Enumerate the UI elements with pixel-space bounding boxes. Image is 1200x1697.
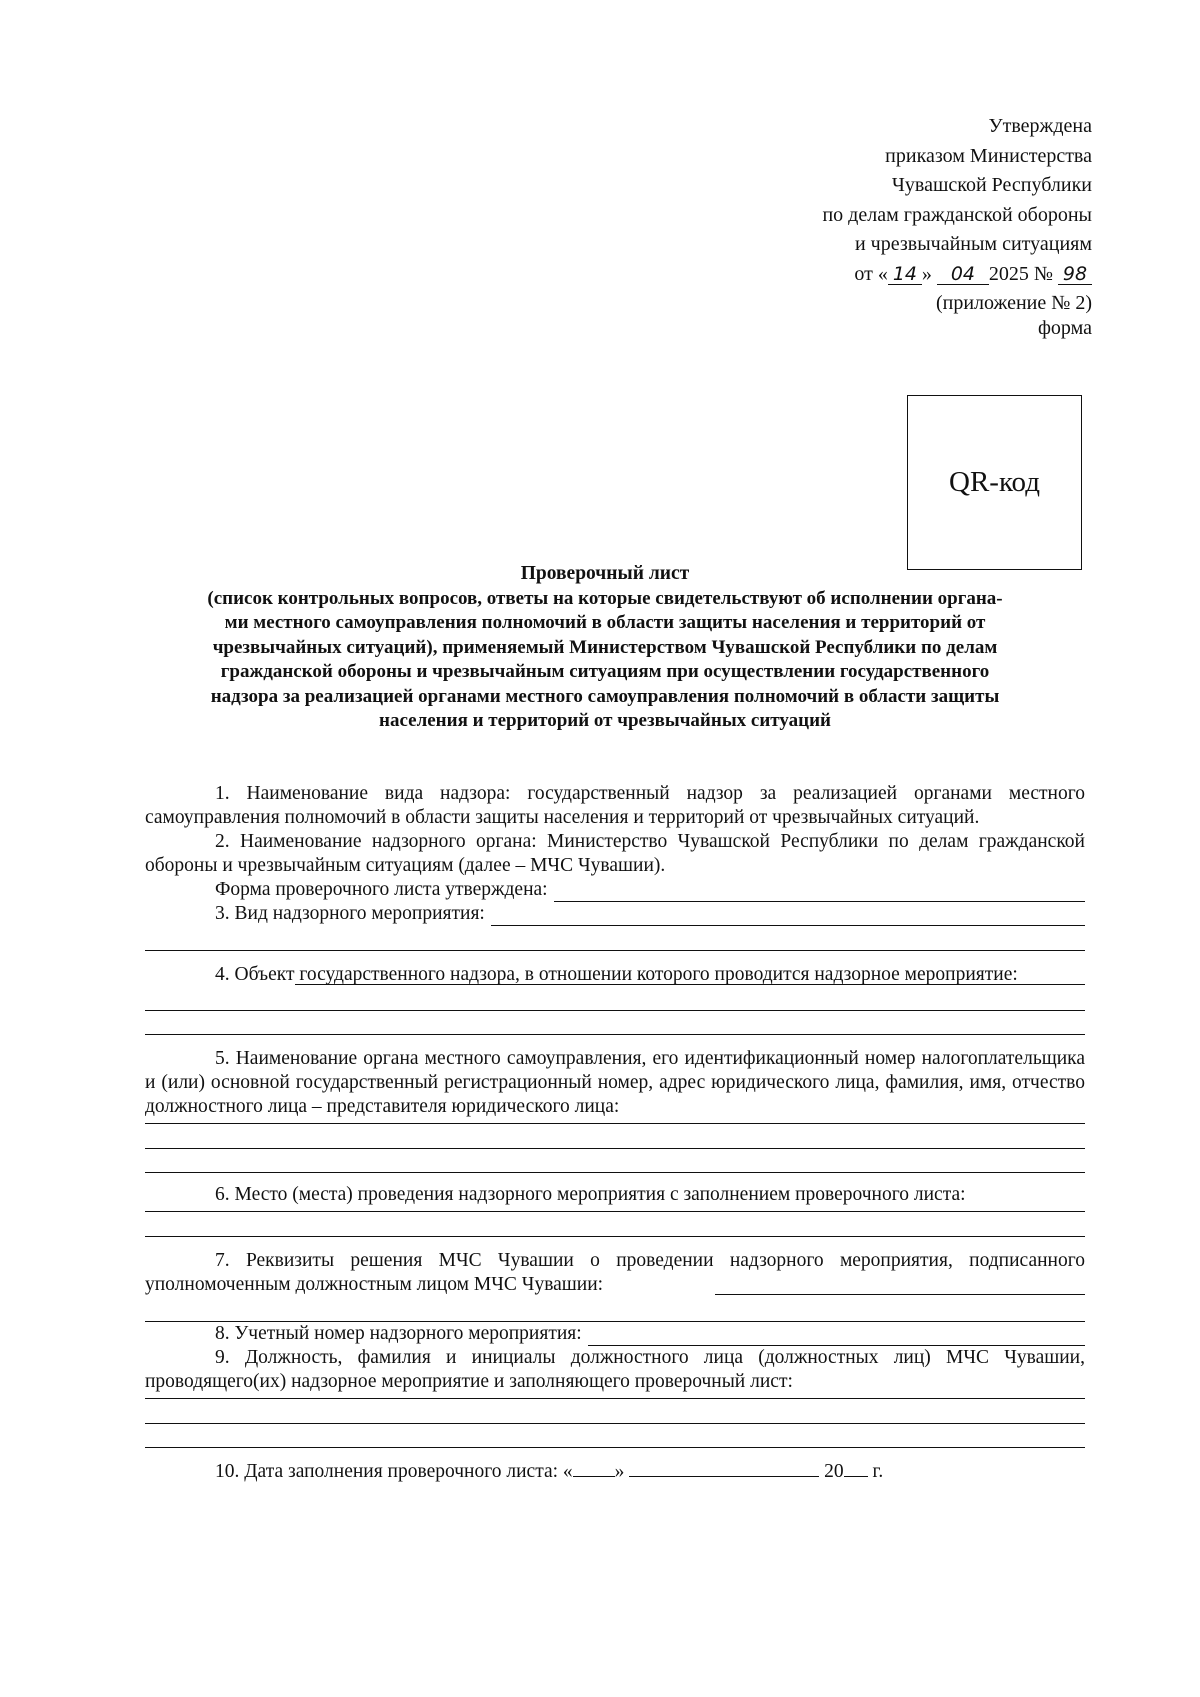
handwritten-month: 04	[937, 264, 989, 285]
approval-line: Утверждена	[988, 115, 1092, 137]
fill-year-field[interactable]	[844, 1458, 868, 1477]
item-7-field[interactable]	[715, 1294, 1085, 1295]
appendix-label: (приложение № 2)	[935, 292, 1092, 314]
item-4-field[interactable]	[295, 984, 1085, 985]
item-8-row	[145, 1322, 1085, 1346]
approval-line: и чрезвычайным ситуациям	[854, 233, 1092, 255]
title-line: (список контрольных вопросов, ответы на которые свидетельствуют об исполнении органа-	[207, 587, 1003, 609]
title-line: надзора за реализацией органами местного самоуправления полномочий в области защиты	[210, 685, 1000, 707]
title-line: ми местного самоуправления полномочий в области защиты населения и территорий от	[224, 612, 986, 633]
date-prefix: от «	[854, 262, 888, 285]
item-10-label: 10. Дата заполнения проверочного листа: «	[215, 1461, 573, 1482]
item-3-row	[145, 902, 1085, 926]
form-approved-label: Форма проверочного листа утверждена:	[215, 879, 548, 900]
document-body	[145, 782, 1085, 1484]
title-line: чрезвычайных ситуаций), применяемый Министерством Чувашской Республики по делам	[212, 636, 998, 658]
item-5-label: 5. Наименование органа местного самоуправления, его идентификационный номер налогоплательщика и (или) основной государственный регистрационный номер, адрес юридического лица, фамилия, имя, отчество должностного лица – представителя юридического лица:	[145, 1048, 1085, 1117]
qr-label: QR-код	[949, 466, 1040, 498]
document-title	[135, 562, 1075, 734]
handwritten-day: 14	[888, 264, 922, 285]
item-4-label: 4. Объект государственного надзора, в отношении которого проводится надзорное мероприятие:	[215, 964, 1018, 985]
title-main: Проверочный лист	[520, 563, 690, 584]
form-approved-row	[145, 878, 1085, 902]
item-8-label: 8. Учетный номер надзорного мероприятия:	[215, 1323, 582, 1344]
item-4-blank-line[interactable]	[145, 1011, 1085, 1035]
item-9-label: 9. Должность, фамилия и инициалы должностного лица (должностных лиц) МЧС Чувашии, проводящего(их) надзорное мероприятие и заполняющего проверочный лист:	[145, 1347, 1085, 1392]
fill-month-field[interactable]	[629, 1458, 819, 1477]
item-1: 1. Наименование вида надзора: государственный надзор за реализацией органами местного самоуправления полномочий в области защиты населения и территорий от чрезвычайных ситуаций.	[145, 783, 1085, 828]
title-line: гражданской обороны и чрезвычайным ситуациям при осуществлении государственного	[220, 661, 990, 682]
item-5-blank-line[interactable]	[145, 1124, 1085, 1149]
item-7-row	[145, 1249, 1085, 1297]
title-line: населения и территорий от чрезвычайных ситуаций	[379, 710, 831, 731]
item-10-suffix: г.	[872, 1461, 884, 1482]
item-10-year: 20	[824, 1461, 844, 1482]
qr-code-placeholder	[907, 395, 1082, 570]
forma-label: форма	[1037, 317, 1092, 339]
item-3-field[interactable]	[491, 907, 1085, 926]
item-8-field[interactable]	[588, 1327, 1085, 1346]
date-year: 2025 №	[988, 262, 1053, 285]
item-2: 2. Наименование надзорного органа: Министерство Чувашской Республики по делам гражданской обороны и чрезвычайным ситуациям (далее – МЧС Чувашии).	[145, 831, 1085, 876]
item-9-blank-line[interactable]	[145, 1399, 1085, 1424]
item-6-blank-line[interactable]	[145, 1212, 1085, 1237]
item-9-blank-line[interactable]	[145, 1424, 1085, 1448]
approval-block	[822, 112, 1092, 319]
approval-line: приказом Министерства	[885, 144, 1092, 167]
item-10-row	[145, 1458, 1085, 1484]
item-4-row	[145, 963, 1085, 987]
approval-line: по делам гражданской обороны	[822, 203, 1092, 226]
approval-date-line	[822, 260, 1092, 290]
fill-day-field[interactable]	[573, 1458, 615, 1477]
item-3-blank-line[interactable]	[145, 926, 1085, 951]
date-mid: »	[921, 262, 932, 285]
item-7-blank-line[interactable]	[145, 1297, 1085, 1322]
item-5-blank-line[interactable]	[145, 1149, 1085, 1173]
item-3-label: 3. Вид надзорного мероприятия:	[215, 903, 485, 924]
item-6-label: 6. Место (места) проведения надзорного мероприятия с заполнением проверочного листа:	[215, 1184, 966, 1205]
item-4-blank-line[interactable]	[145, 987, 1085, 1011]
form-approved-field[interactable]	[554, 883, 1085, 902]
item-10-mid: »	[614, 1461, 625, 1482]
handwritten-order-number: 98	[1058, 264, 1092, 285]
item-7-label: 7. Реквизиты решения МЧС Чувашии о проведении надзорного мероприятия, подписанного уполномоченным должностным лицом МЧС Чувашии:	[145, 1250, 1085, 1295]
approval-line: Чувашской Республики	[891, 174, 1092, 196]
